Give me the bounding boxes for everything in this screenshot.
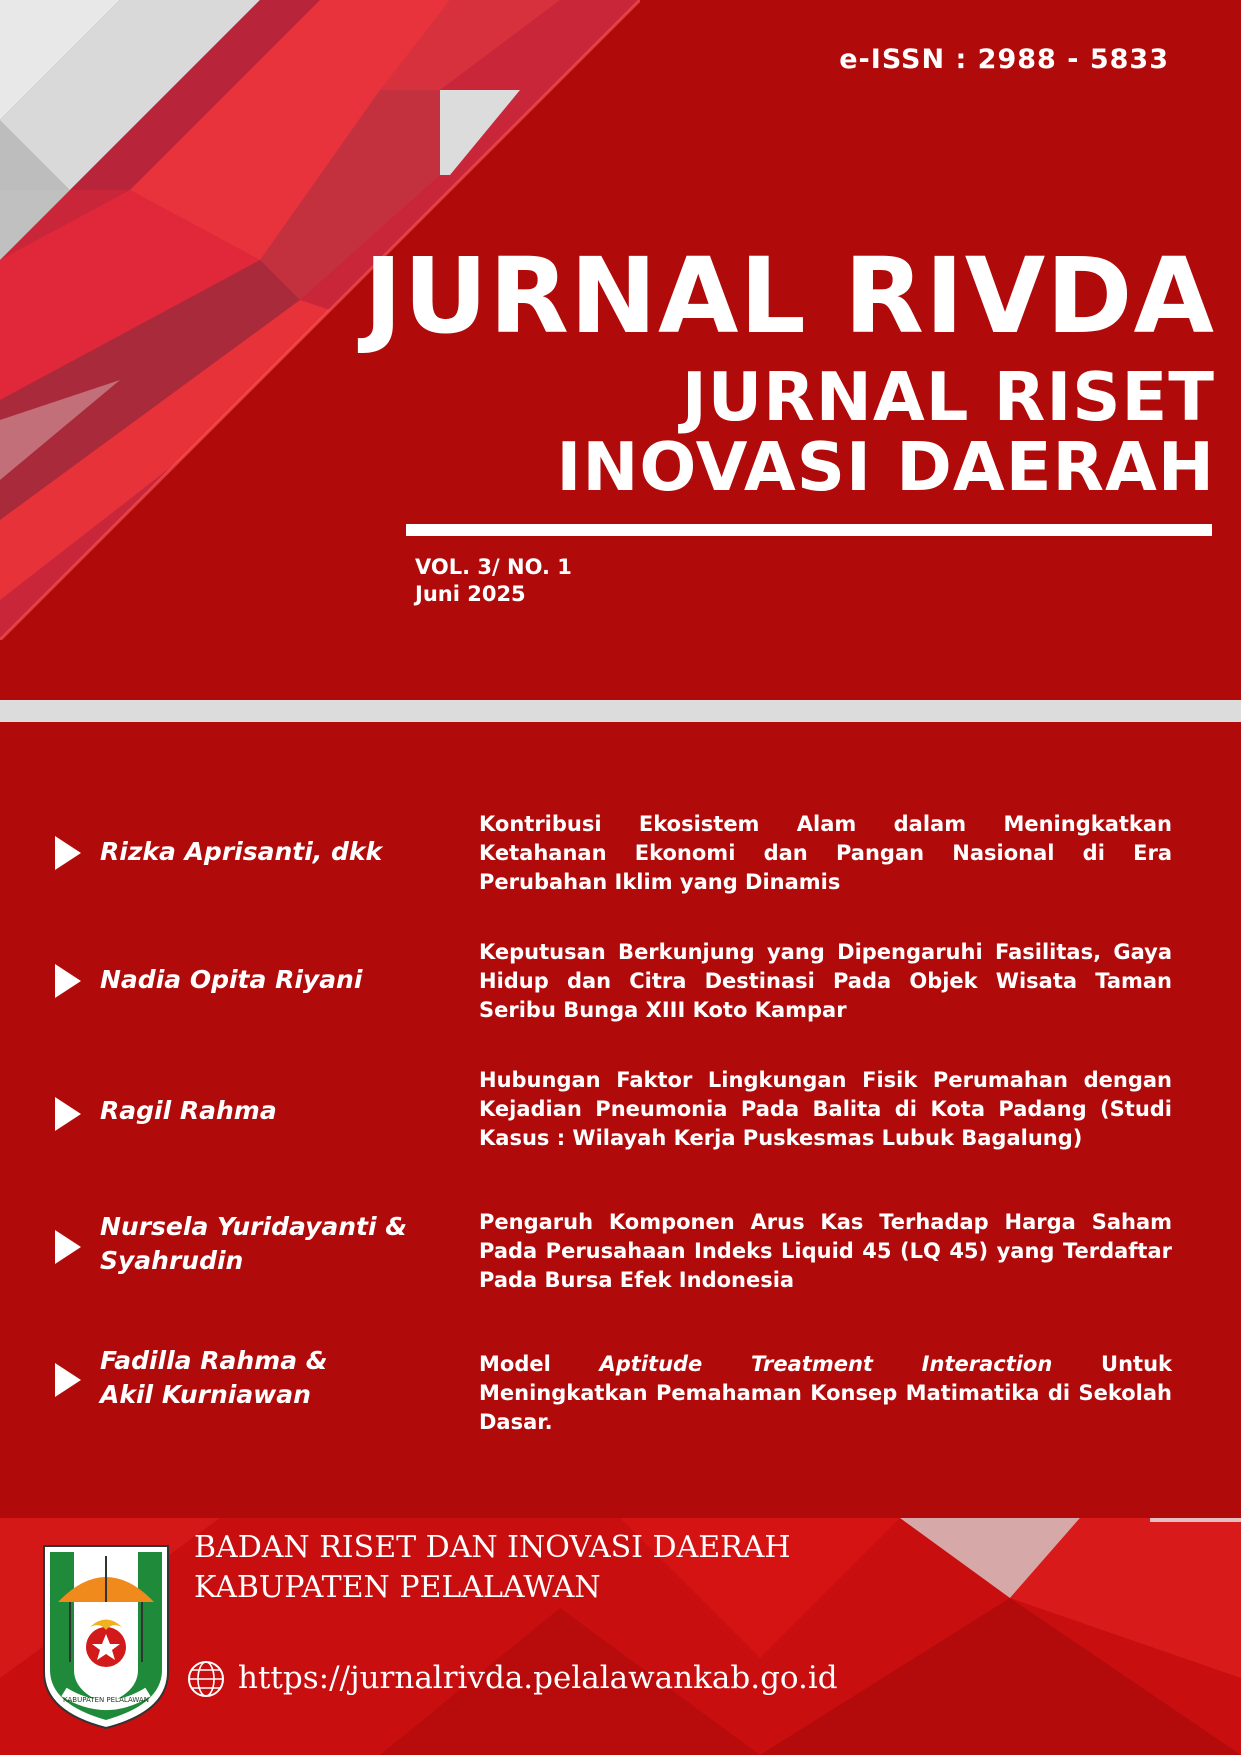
volume-info (415, 554, 572, 608)
play-arrow-icon (55, 964, 81, 998)
article-title (479, 1350, 1172, 1437)
title-text: Untuk Meningkatkan Pemahaman Konsep Matimatika di Sekolah Dasar. (479, 1352, 1172, 1434)
journal-subtitle-line2: INOVASI DAERAH (556, 428, 1215, 506)
play-arrow-icon (55, 836, 81, 870)
author-line: Nursela Yuridayanti & (100, 1212, 408, 1241)
journal-website-link[interactable]: https://jurnalrivda.pelalawankab.go.id (238, 1660, 838, 1696)
title-divider (406, 524, 1212, 536)
title-emphasis: Aptitude Treatment Interaction (599, 1352, 1053, 1376)
volume-number: VOL. 3/ NO. 1 (415, 555, 572, 579)
agency-name: BADAN RISET DAN INOVASI DAERAH (194, 1530, 791, 1565)
play-arrow-icon (55, 1097, 81, 1131)
play-arrow-icon (55, 1230, 81, 1264)
article-author: Nadia Opita Riyani (100, 965, 363, 994)
issue-date: Juni 2025 (415, 582, 526, 606)
author-line: Akil Kurniawan (100, 1380, 311, 1409)
globe-icon (186, 1659, 226, 1699)
agency-region: KABUPATEN PELALAWAN (194, 1570, 601, 1605)
divider-band (0, 700, 1241, 722)
play-arrow-icon (55, 1363, 81, 1397)
article-author (100, 1210, 420, 1278)
author-line: Syahrudin (100, 1246, 244, 1275)
issn-number: e-ISSN : 2988 - 5833 (839, 44, 1169, 75)
article-author: Rizka Aprisanti, dkk (100, 837, 383, 866)
article-author: Ragil Rahma (100, 1096, 277, 1125)
journal-title: JURNAL RIVDA (363, 235, 1215, 357)
article-author (100, 1344, 420, 1412)
title-text: Model (479, 1352, 600, 1376)
article-title: Kontribusi Ekosistem Alam dalam Meningkatkan Ketahanan Ekonomi dan Pangan Nasional di Era Perubahan Iklim yang Dinamis (479, 812, 1172, 894)
article-title: Pengaruh Komponen Arus Kas Terhadap Harga Saham Pada Perusahaan Indeks Liquid 45 (LQ 45) yang Terdaftar Pada Bursa Efek Indonesia (479, 1210, 1172, 1292)
article-title: Hubungan Faktor Lingkungan Fisik Perumahan dengan Kejadian Pneumonia Pada Balita di Kota Padang (Studi Kasus : Wilayah Kerja Puskesmas Lubuk Bagalung) (479, 1068, 1172, 1150)
emblem-text: KABUPATEN PELALAWAN (63, 1696, 149, 1704)
journal-subtitle-line1: JURNAL RISET (681, 358, 1215, 436)
article-title: Keputusan Berkunjung yang Dipengaruhi Fasilitas, Gaya Hidup dan Citra Destinasi Pada Objek Wisata Taman Seribu Bunga XIII Koto Kampar (479, 940, 1172, 1022)
author-line: Fadilla Rahma & (100, 1346, 328, 1375)
regency-emblem-logo (40, 1542, 172, 1732)
publisher-agency (194, 1528, 791, 1608)
